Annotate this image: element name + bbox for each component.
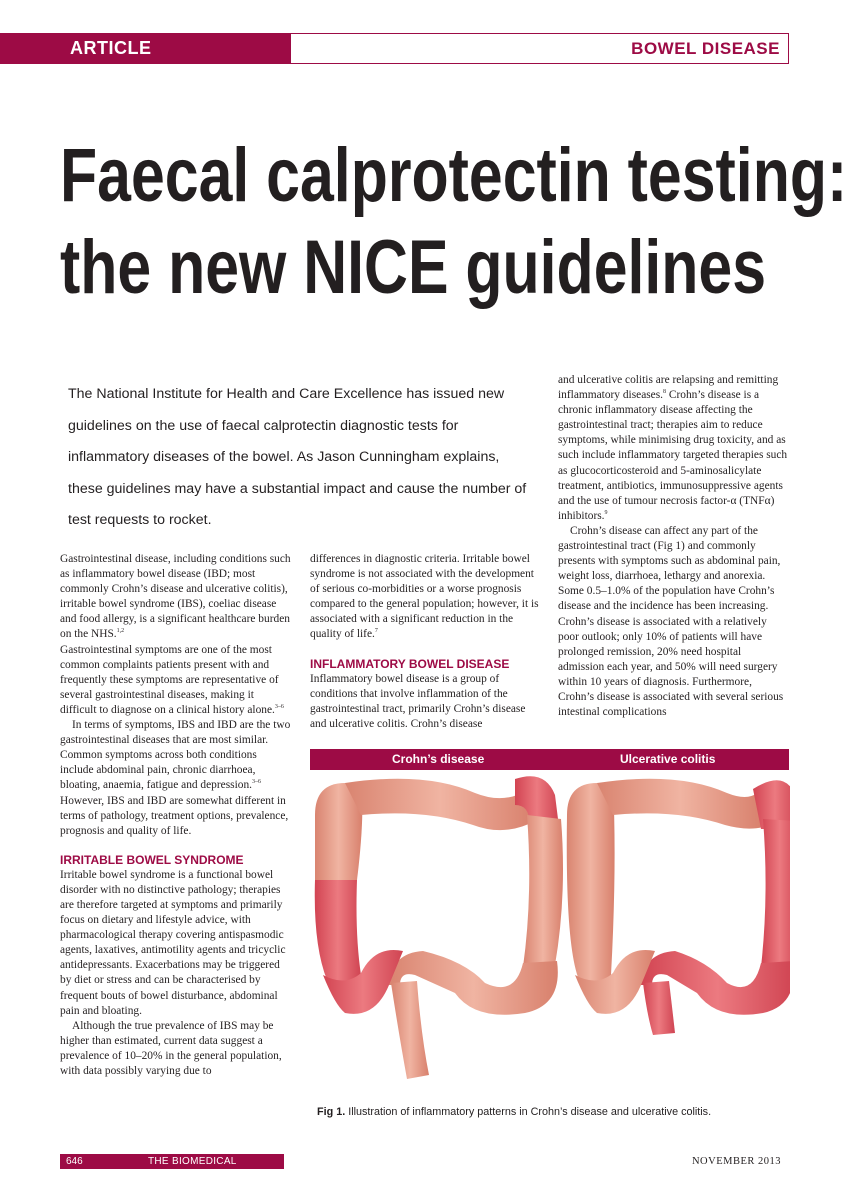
reference: 7 bbox=[374, 628, 378, 635]
section-label: ARTICLE bbox=[0, 33, 290, 64]
reference: 9 bbox=[604, 510, 608, 517]
paragraph-text: and ulcerative colitis are relapsing and remitting inflammatory diseases. bbox=[558, 374, 779, 402]
paragraph: Although the true prevalence of IBS may be higher than estimated, current data suggest a prevalence of 10–20% in the general population, with data possibly varying due to bbox=[60, 1019, 282, 1077]
paragraph: Inflammatory bowel disease is a group of conditions that involve inflammation of the gastrointestinal tract, primarily Crohn’s disease and ulcerative colitis. Crohn’s disease bbox=[310, 672, 526, 730]
reference: 8 bbox=[663, 389, 667, 396]
label-crohns: Crohn’s disease bbox=[392, 752, 485, 766]
paragraph-text: Crohn’s disease is a chronic inflammatory disease affecting the gastrointestinal tract; therapies aim to reduce symptoms, while minimising drug toxicity, and as such include inflammatory targeted therapies such as glucocorticosteroid and 5-aminosalicylate treatment, antibiotics, immunosuppressive agents and the use of tumour necrosis factor-α (TNFα) inhibitors. bbox=[558, 389, 788, 522]
body-column-1 bbox=[60, 552, 292, 1079]
caption-text: Illustration of inflammatory patterns in Crohn’s disease and ulcerative colitis. bbox=[345, 1106, 712, 1118]
title-line-1: Faecal calprotectin testing: bbox=[60, 133, 848, 218]
paragraph bbox=[558, 373, 789, 524]
caption-label: Fig 1. bbox=[317, 1106, 346, 1118]
paragraph bbox=[60, 718, 292, 839]
uc-transverse bbox=[597, 779, 763, 829]
page-number: 646 bbox=[66, 1156, 83, 1167]
crohns-rectum bbox=[391, 981, 429, 1079]
paragraph-text: Gastrointestinal symptoms are one of the most common complaints patients present with and frequently these symptoms are representative of several gastrointestinal diseases, making it difficult to diagnose on a clinical history alone. bbox=[60, 643, 279, 716]
magazine-name: THE BIOMEDICAL SCIENTIST bbox=[148, 1156, 237, 1182]
uc-ascending bbox=[567, 783, 615, 984]
issue-date: NOVEMBER 2013 bbox=[691, 1156, 781, 1167]
colon-crohns bbox=[315, 776, 563, 1079]
paragraph-text: Gastrointestinal disease, including conditions such as inflammatory bowel disease (IBD; most commonly Crohn’s disease and ulcerative colitis), irritable bowel syndrome (IBS), coeliac disease and food allergy, is a significant healthcare burden on the NHS. bbox=[60, 553, 291, 641]
paragraph-text: However, IBS and IBD are somewhat different in terms of pathology, treatment options, prevalence, prognosis and quality of life. bbox=[60, 794, 289, 837]
crohns-ascending-inflamed bbox=[315, 880, 361, 984]
paragraph bbox=[60, 552, 292, 643]
paragraph: Crohn’s disease can affect any part of the gastrointestinal tract (Fig 1) and commonly presents with symptoms such as abdominal pain, weight loss, diarrhoea, lethargy and anorexia. Some 0.5–1.0% of the population have Crohn’s disease and the incidence has been increasing. Crohn’s disease is associated with a relatively poor outlook; only 10% of patients will have prolonged remission, 20% need hospital admission each year, and 50% will need surgery within 10 years of diagnosis. Furthermore, Crohn’s disease is associated with several serious intestinal complications bbox=[558, 524, 784, 719]
reference: 3–6 bbox=[274, 704, 284, 711]
reference: 1,2 bbox=[116, 628, 125, 635]
paragraph: Irritable bowel syndrome is a functional bowel disorder with no distinctive pathology; therapies are therefore targeted at symptoms and primarily focus on dietary and lifestyle advice, with pharmacological therapy covering antispasmodic agents, laxatives, antimotility agents and tricyclic antidepressants. Exacerbations may be triggered by diet or stress and can be characterised by frequent bouts of bowel disturbance, abdominal pain and bloating. bbox=[60, 868, 286, 1017]
label-ulcerative-colitis: Ulcerative colitis bbox=[620, 752, 716, 766]
colon-ulcerative-colitis bbox=[567, 779, 790, 1035]
body-column-2 bbox=[310, 552, 542, 732]
crohns-transverse bbox=[345, 779, 535, 830]
colon-illustration bbox=[305, 775, 790, 1095]
paragraph-text: In terms of symptoms, IBS and IBD are the two gastrointestinal diseases that are most similar. Common symptoms across both conditions include abdominal pain, chronic diarrhoea, bloating, anaemia, fatigue and depression. bbox=[60, 719, 291, 792]
paragraph bbox=[60, 643, 292, 718]
heading-ibd: INFLAMMATORY BOWEL DISEASE bbox=[310, 656, 510, 671]
title-line-2: the new NICE guidelines bbox=[60, 225, 767, 310]
crohns-descending bbox=[523, 815, 563, 967]
heading-ibs: IRRITABLE BOWEL SYNDROME bbox=[60, 852, 244, 867]
article-title bbox=[60, 130, 848, 314]
footer-bar bbox=[60, 1154, 284, 1182]
uc-descending bbox=[761, 819, 790, 967]
category-label: BOWEL DISEASE bbox=[290, 33, 789, 64]
uc-rectum bbox=[643, 981, 675, 1035]
reference: 3–6 bbox=[252, 779, 261, 786]
standfirst: The National Institute for Health and Care Excellence has issued new guidelines on the use of faecal calprotectin diagnostic tests for inflammatory diseases of the bowel. As Jason Cunningham explains, these guidelines may have a substantial impact and cause the number of test requests to rocket. bbox=[68, 386, 527, 528]
body-column-3 bbox=[558, 373, 789, 720]
figure-caption bbox=[317, 1105, 787, 1119]
paragraph bbox=[310, 552, 542, 643]
figure-label-bar bbox=[310, 749, 789, 770]
paragraph-text: differences in diagnostic criteria. Irritable bowel syndrome is not associated with the development of serious co-morbidities or a worse prognosis compared to the general population; however, it is associated with a significant reduction in the quality of life. bbox=[310, 553, 539, 641]
